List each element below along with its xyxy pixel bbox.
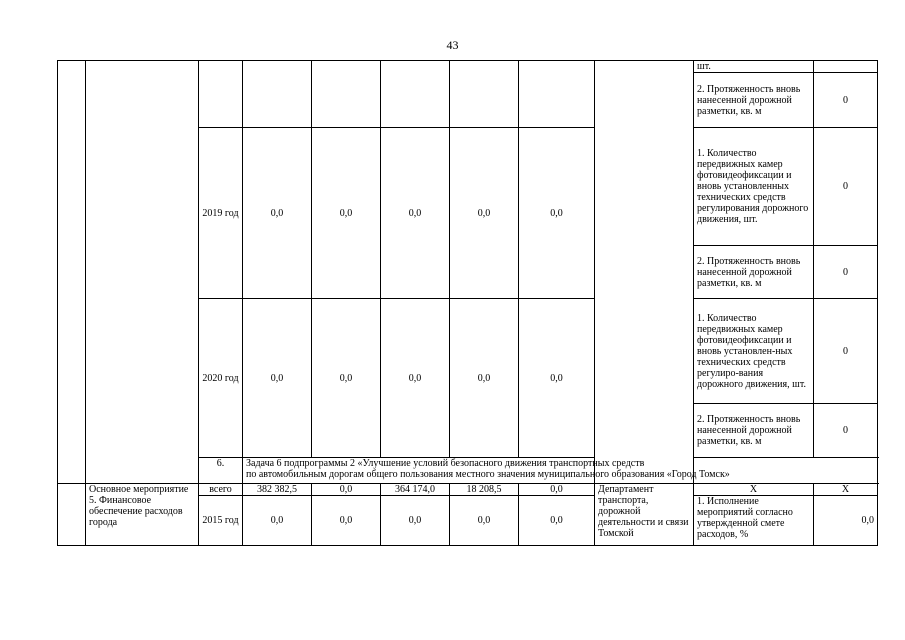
task-title-line: Задача 6 подпрограммы 2 «Улучшение условий безопасного движения транспортных средств [246,458,645,469]
year-cell: 2020 год [199,299,243,458]
year-cell: 2015 год [199,496,243,546]
num-cell [58,484,86,546]
value-cell [243,61,312,128]
value-cell: 0,0 [381,299,450,458]
indicator-cell: 1. Количество передвижных камер фотовидеофиксации и вновь установлен-ных технических средств регулиро-вания дорожного движения, шт. [694,299,814,404]
value-cell: 0,0 [312,484,381,496]
value-cell: 364 174,0 [381,484,450,496]
value-cell: 0,0 [450,128,519,299]
value-cell [519,61,595,128]
value-cell: 0,0 [519,484,595,496]
indicator-cell: шт. [694,61,814,73]
executor-cell [595,61,694,484]
num-cell [58,61,86,484]
year-cell: 2019 год [199,128,243,299]
indicator-cell: 1. Исполнение мероприятий согласно утвержденной смете расходов, % [694,496,814,546]
indicator-value: 0,0 [814,496,878,546]
value-cell: 0,0 [519,496,595,546]
year-cell [199,61,243,128]
value-cell [312,61,381,128]
value-cell: 18 208,5 [450,484,519,496]
value-cell: 0,0 [243,128,312,299]
table-row [58,484,878,496]
value-cell: 0,0 [450,299,519,458]
indicator-value [814,61,878,73]
executor-cell: Департамент транспорта, дорожной деятельности и связи Томской [595,484,694,546]
program-table [57,60,878,546]
value-cell: 0,0 [450,496,519,546]
indicator-cell: 2. Протяженность вновь нанесенной дорожной разметки, кв. м [694,73,814,128]
table-row [58,61,878,73]
value-cell [381,61,450,128]
x-cell: Х [694,484,814,496]
num-cell: 6. [199,458,243,484]
indicator-cell: 2. Протяженность вновь нанесенной дорожной разметки, кв. м [694,246,814,299]
value-cell: 0,0 [519,128,595,299]
indicator-value: 0 [814,404,878,458]
indicator-value: 0 [814,246,878,299]
page-number: 43 [446,38,459,52]
value-cell: 0,0 [312,128,381,299]
value-cell [450,61,519,128]
value-cell: 0,0 [312,299,381,458]
indicator-value: 0 [814,128,878,246]
task-title-line: по автомобильным дорогам общего пользования местного значения муниципального образования «Город Томск» [246,469,730,480]
task-title-cell [243,458,878,484]
value-cell: 0,0 [243,299,312,458]
measure-name-cell: Основное мероприятие 5. Финансовое обеспечение расходов города [86,484,199,546]
indicator-cell: 1. Количество передвижных камер фотовидеофиксации и вновь установленных технических средств регулирования дорожного движения, шт. [694,128,814,246]
indicator-cell: 2. Протяженность вновь нанесенной дорожной разметки, кв. м [694,404,814,458]
value-cell: 0,0 [519,299,595,458]
total-label: всего [199,484,243,496]
value-cell: 0,0 [243,496,312,546]
value-cell: 0,0 [381,496,450,546]
value-cell: 0,0 [381,128,450,299]
x-cell: Х [814,484,878,496]
indicator-value: 0 [814,73,878,128]
indicator-value: 0 [814,299,878,404]
value-cell: 0,0 [312,496,381,546]
name-cell [86,61,199,484]
value-cell: 382 382,5 [243,484,312,496]
